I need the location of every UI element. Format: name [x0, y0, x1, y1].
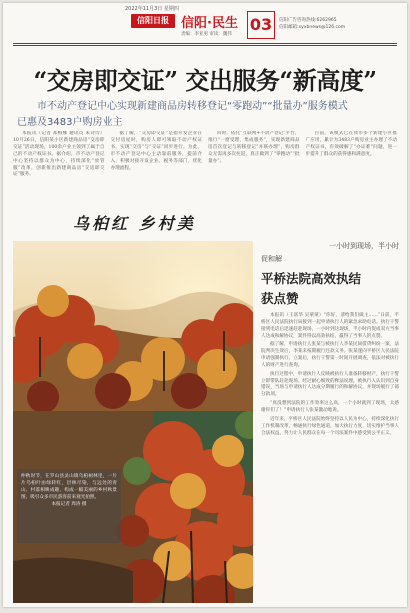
article-column-4: 目前，该模式已在我市多个新建小区推广应用，累计为3483户购房业主办理了不动产权证书，有效破解了“办证难”问题，进一步提升了群众的获得感和满意度。 — [305, 131, 397, 157]
main-headline: “交房即交证” 交出服务“新高度” — [33, 66, 377, 95]
sidebar-paragraph: 执行过程中，申请执行人反映被执行人准备转移财产，执行干警立即带队赶赴现场。经过耐心细致的释法说理，被执行人认识到自身错误，当场与申请执行人达成分期履行的和解协议，并现场履行了部分款项。 — [261, 371, 399, 398]
article-column-1: 本报讯（记者 郑梅娜 通讯员 朱诗诗）10月26日，信阳某小区新建商品房“交房即交证”活动现场，100余户业主领到了属于自己的不动产权证书。据介绍，市不动产登记中心坚持以群众为中心，持续深化“放管服”改革，创新推出新建商品房“交房即交证”服务。 — [13, 131, 105, 178]
sidebar-paragraph: 据了解，申请执行人张某与被执行人李某民间借贷纠纷一案，法院判决生效后，李某未按期履行还款义务。张某遂向平桥区人民法院申请强制执行。立案后，执行干警第一时间开展调查，依法对被执行人的财产进行查询。 — [261, 342, 399, 368]
article-column-3: 同时，依托“互联网+不动产登记”平台，推行“一窗受理、集成服务”，实现新建商品房首次登记与转移登记“并联办理”，购房群众无需再多次往返，真正做到了“零跑动”“批量办”。 — [208, 131, 300, 164]
sidebar-headline-2: 获点赞 — [261, 291, 299, 306]
ad-hotline: 信阳广告咨询热线:6262965 — [279, 18, 337, 23]
article-column-2: 据了解，“交房即交证”是指开发企业在交付房屋时，购房人即可领取不动产权证书，实现“交房”与“交证”同步进行。为此，市不动产登记中心主动靠前服务，提前介入，积极对接开发企业、税务等部门，优化办理流程。 — [110, 131, 202, 171]
email-line: 信阳邮箱:xyxbnews@126.com — [279, 25, 346, 30]
sidebar-paragraph: 本报讯（王富华 吴蒙蒙）“你好，请给我们做主……”日前，平桥区人民法院执行局接到一起申请执行人的紧急求助电话。执行干警接到电话后迅速赶赴现场，一小时到达现场，半小时内促成双方当事人达成和解协议，案件得以高效执结，赢得了当事人的点赞。 — [261, 313, 399, 339]
page-number: 03 — [247, 11, 275, 39]
editor-credits: 责编：李亚男 审读：魏伟 — [181, 32, 232, 37]
sidebar-paragraph: “真没想到法院的工作效率这么高，一个小时就到了现场，太感谢你们了！”申请执行人张某激动地说。 — [261, 401, 399, 413]
subheadline: 市不动产登记中心实现新建商品房转移登记“零跑动”“批量办”服务模式 — [37, 101, 348, 112]
autumn-village-photo-top — [13, 241, 253, 411]
subheadline-secondary: 已惠及3483户购房业主 — [17, 117, 123, 128]
newspaper-logo-badge: 信阳日报 — [131, 14, 175, 28]
newspaper-page — [3, 3, 407, 607]
article-body — [13, 131, 397, 189]
sidebar-article — [261, 241, 399, 603]
masthead — [3, 3, 407, 45]
photo-feature-title: 乌桕红 乡村美 — [73, 214, 196, 233]
photo-caption — [17, 469, 121, 543]
masthead-date: 2022年11月3日 星期四 — [125, 6, 179, 12]
sidebar-kicker: 一小时到现场，半小时 — [329, 242, 399, 250]
masthead-divider-thin — [13, 45, 397, 46]
sidebar-body — [261, 313, 399, 437]
caption-credit: 本报记者 周涛 摄 — [51, 502, 87, 507]
caption-text: 仲秋时节，在罗山县灵山镇乌桕树林里，一片片乌桕叶由绿转红，层林尽染，与远处的青山、村落相映成趣，构成一幅美丽的乡村秋景图，吸引众多市民游客前来观光拍照。 — [21, 474, 117, 500]
sidebar-paragraph: 近年来，平桥区人民法院始终坚持以人民为中心，持续深化执行工作机制改革，畅通执行绿色通道，加大执行力度，切实维护当事人合法权益，努力让人民群众在每一个司法案件中感受到公平正义。 — [261, 416, 399, 436]
section-title: 信阳·民生 — [181, 16, 238, 31]
sidebar-headline: 平桥法院高效执结 — [261, 271, 362, 286]
sidebar-kicker-2: 促和解 — [261, 255, 282, 263]
masthead-divider — [13, 43, 397, 44]
